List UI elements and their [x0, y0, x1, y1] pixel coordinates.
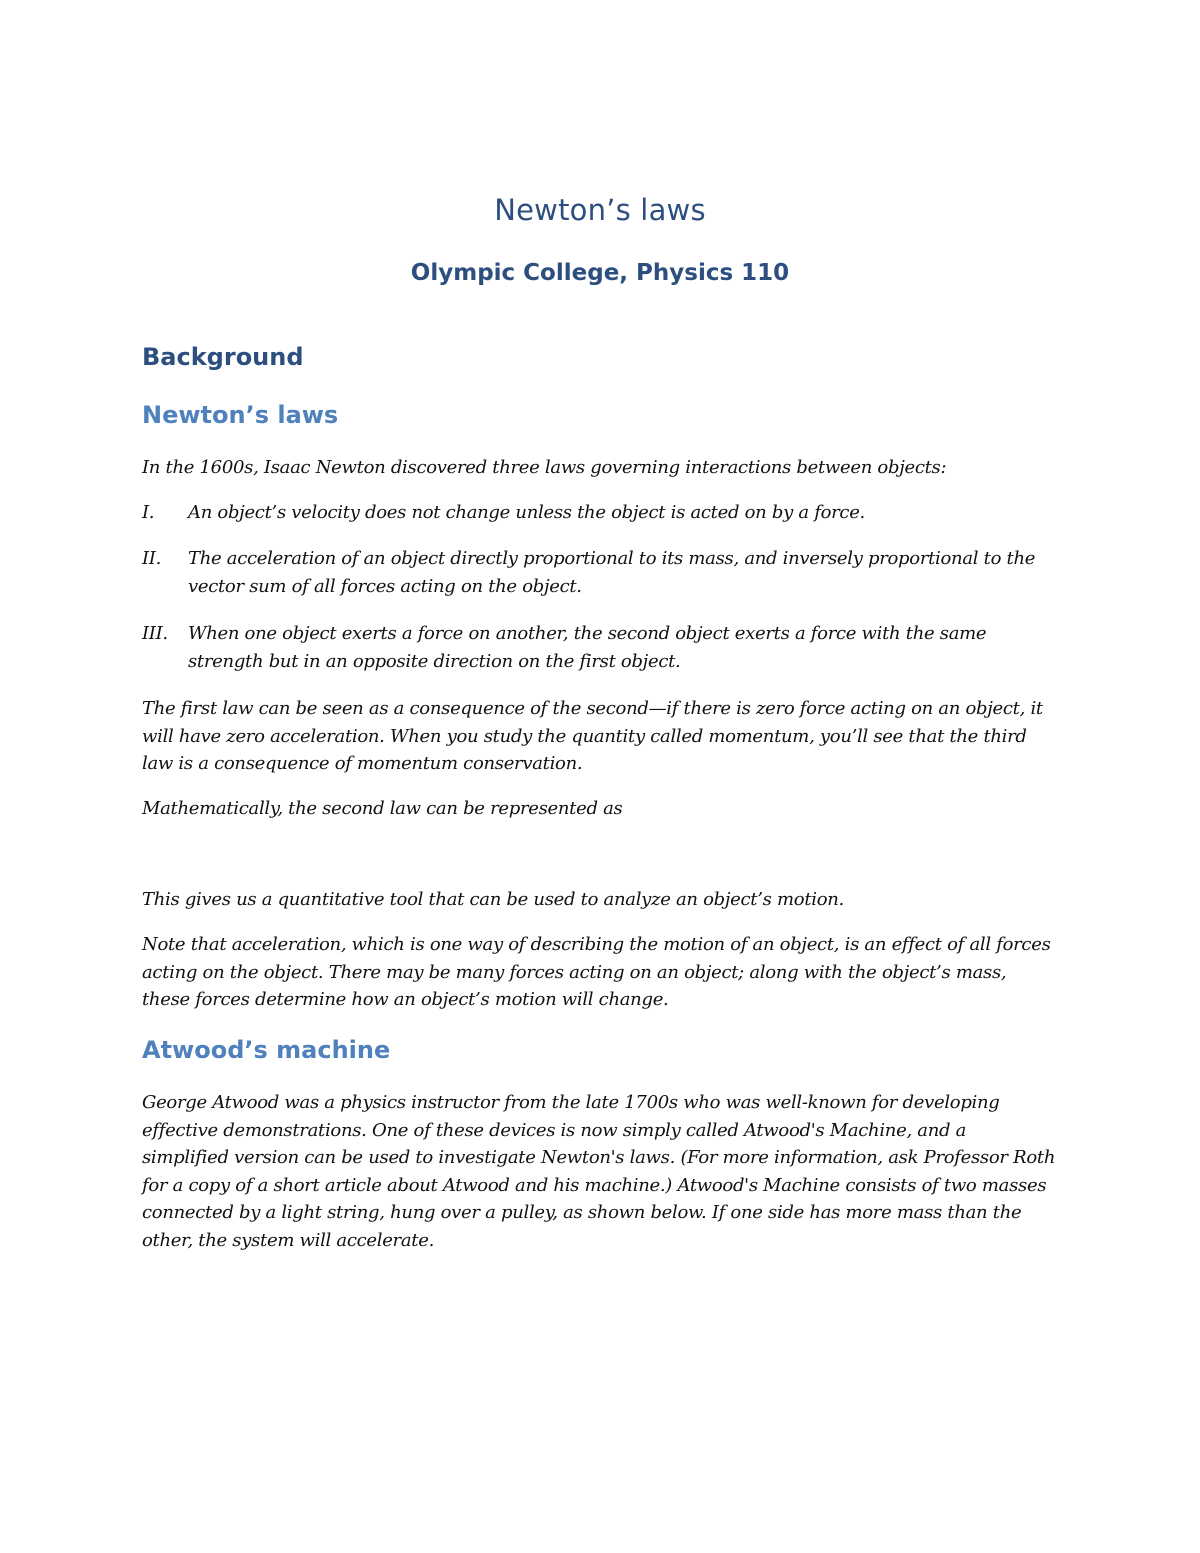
document-title: Newton’s laws [494, 193, 706, 227]
heading-atwoods-machine: Atwood’s machine [142, 1036, 391, 1064]
law-item-2 [142, 545, 1062, 601]
law-text: When one object exerts a force on another, the second object exerts a force with the same strength but in an opposite direction on the first object. [188, 623, 987, 672]
atwood-paragraph: George Atwood was a physics instructor from the late 1700s who was well-known for developing effective demonstrations. One of these devices is now simply called Atwood's Machine, and a simplified version can be used to investigate Newton's laws. (For more information, ask Professor Roth for a copy of a short article about Atwood and his machine.) Atwood's Machine consists of two masses connected by a light string, hung over a pulley, as shown below. If one side has more mass than the other, the system will accelerate. [142, 1092, 1056, 1251]
law-text: An object’s velocity does not change unless the object is acted on by a force. [188, 502, 865, 523]
law-item-3 [142, 620, 1062, 676]
heading-background: Background [142, 343, 304, 371]
law-number: II. [142, 548, 162, 569]
tool-paragraph: This gives us a quantitative tool that can be used to analyze an object’s motion. [142, 889, 844, 910]
heading-newtons-laws: Newton’s laws [142, 401, 339, 429]
law-number: I. [142, 502, 155, 523]
first-law-paragraph: The first law can be seen as a consequence of the second—if there is zero force acting on an object, it will have zero acceleration. When you study the quantity called momentum, you’ll see that the third law is a consequence of momentum conservation. [142, 698, 1043, 774]
law-number: III. [142, 623, 168, 644]
note-paragraph: Note that acceleration, which is one way of describing the motion of an object, is an effect of all forces acting on the object. There may be many forces acting on an object; along with the object’s mass, these forces determine how an object’s motion will change. [142, 934, 1051, 1010]
document-subtitle: Olympic College, Physics 110 [410, 260, 790, 286]
law-text: The acceleration of an object directly proportional to its mass, and inversely proportional to the vector sum of all forces acting on the object. [188, 548, 1036, 597]
intro-paragraph: In the 1600s, Isaac Newton discovered three laws governing interactions between objects: [142, 457, 947, 478]
law-item-1 [142, 499, 1062, 527]
math-paragraph: Mathematically, the second law can be represented as [142, 798, 623, 819]
